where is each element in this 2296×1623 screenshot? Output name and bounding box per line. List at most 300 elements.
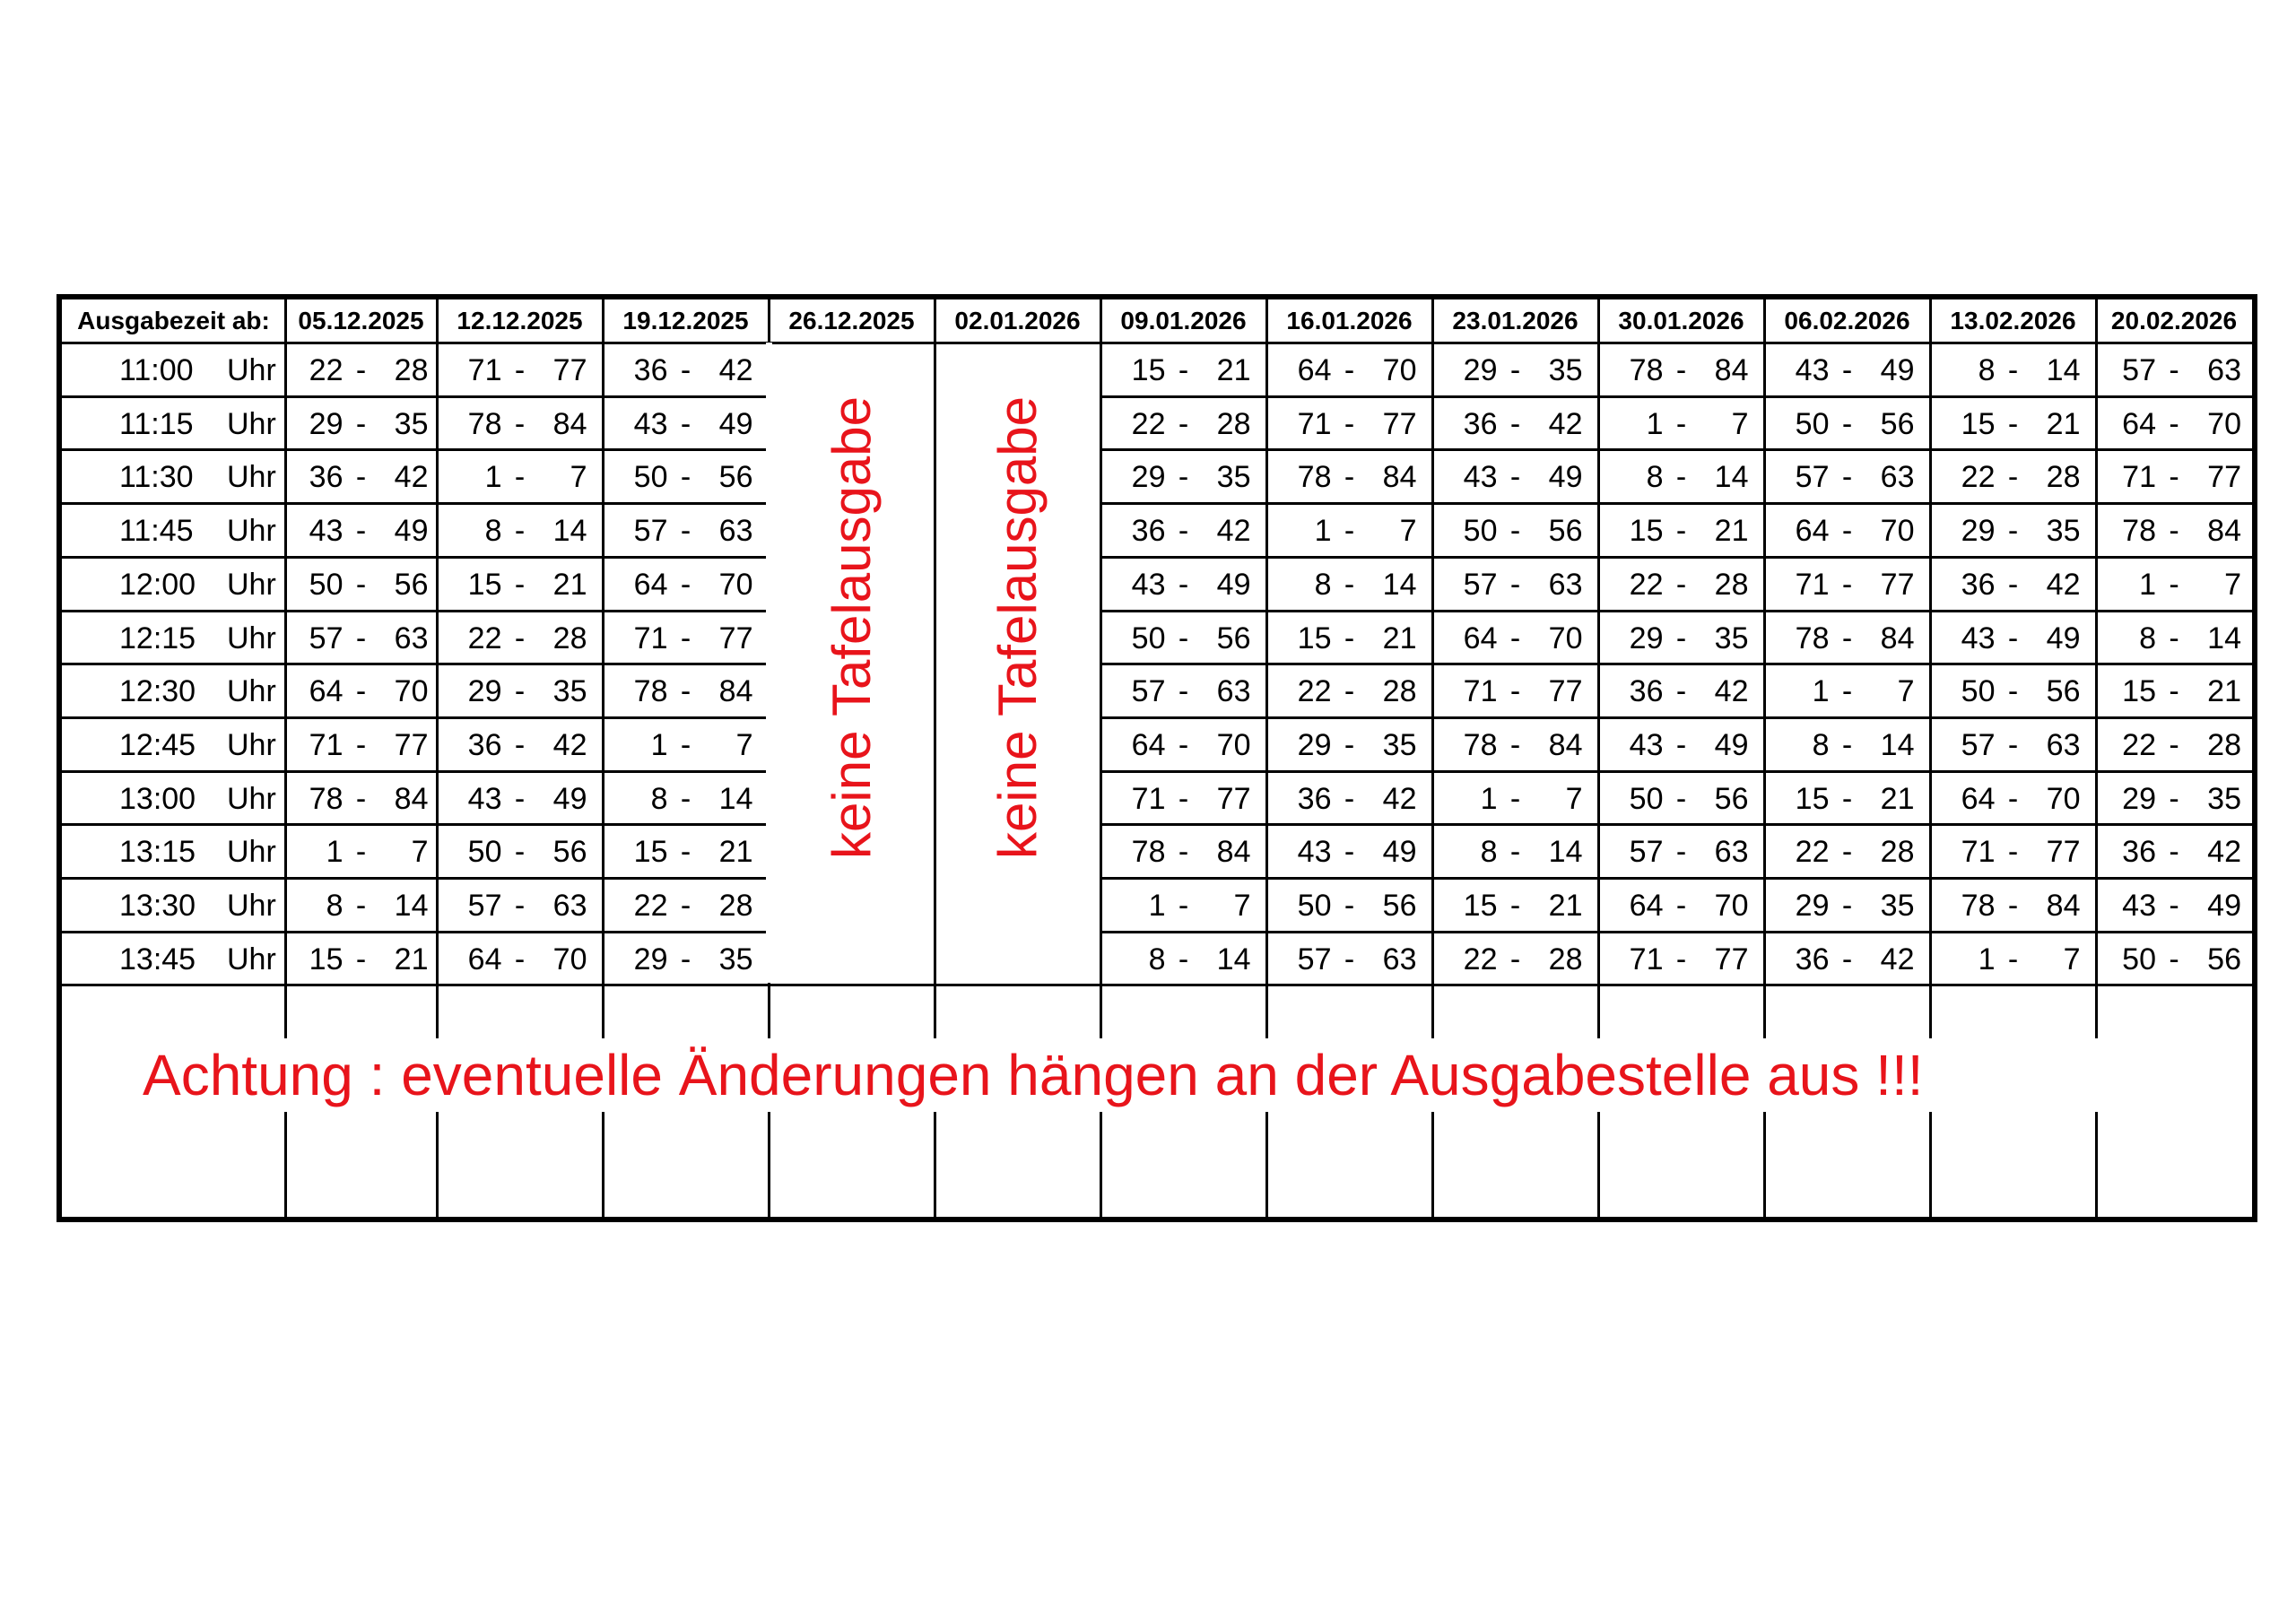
range-dash: - (2169, 567, 2179, 602)
range-end: 42 (718, 353, 753, 387)
range-dash: - (514, 781, 526, 816)
range-dash: - (1344, 406, 1355, 441)
range-dash: - (1509, 889, 1521, 923)
range-start: 1 (326, 835, 344, 870)
range-dash: - (1509, 781, 1521, 816)
number-range-cell (437, 503, 603, 556)
range-dash: - (1178, 727, 1189, 762)
range-end: 49 (552, 781, 587, 816)
range-start: 22 (1795, 835, 1830, 870)
number-range-cell (1764, 771, 1930, 824)
number-range-cell (437, 343, 603, 395)
time-value: 11:30 (119, 460, 194, 495)
closed-notice: keine Tafelausgabe (821, 396, 882, 860)
number-range-cell (1930, 503, 2096, 556)
range-end: 42 (552, 727, 587, 762)
time-value: 11:00 (119, 353, 194, 387)
number-range-cell (1930, 611, 2096, 664)
range-end: 14 (394, 889, 429, 923)
number-range-cell (1266, 878, 1432, 931)
range-end: 84 (718, 674, 753, 709)
range-start: 50 (633, 460, 668, 495)
range-dash: - (1675, 514, 1687, 549)
range-end: 42 (1216, 514, 1251, 549)
range-dash: - (514, 835, 526, 870)
range-dash: - (680, 621, 691, 655)
range-start: 8 (1646, 460, 1664, 495)
number-range-cell (2096, 343, 2252, 395)
range-dash: - (1178, 514, 1189, 549)
time-value: 12:00 (119, 567, 196, 602)
range-end: 28 (1382, 674, 1417, 709)
range-dash: - (1344, 889, 1355, 923)
range-start: 8 (484, 514, 502, 549)
range-dash: - (355, 406, 367, 441)
range-dash: - (1509, 514, 1521, 549)
range-dash: - (680, 460, 691, 495)
range-end: 28 (2207, 727, 2241, 762)
range-end: 70 (1382, 353, 1417, 387)
range-start: 22 (1131, 406, 1166, 441)
range-end: 14 (1548, 835, 1583, 870)
range-dash: - (1509, 942, 1521, 976)
number-range-cell (1764, 664, 1930, 716)
number-range-cell (1598, 932, 1764, 985)
time-value: 13:45 (119, 942, 196, 976)
range-start: 29 (633, 942, 668, 976)
range-dash: - (2007, 460, 2019, 495)
range-end: 35 (2046, 514, 2081, 549)
number-range-cell (1930, 932, 2096, 985)
range-start: 22 (467, 621, 502, 655)
range-start: 50 (467, 835, 502, 870)
number-range-cell (1930, 449, 2096, 502)
range-start: 15 (1131, 353, 1166, 387)
time-value: 12:15 (119, 621, 196, 655)
range-dash: - (2169, 942, 2179, 976)
range-end: 42 (394, 460, 429, 495)
range-start: 78 (309, 781, 344, 816)
range-start: 43 (1463, 460, 1498, 495)
number-range-cell (1266, 396, 1432, 449)
range-end: 42 (2046, 567, 2081, 602)
range-start: 36 (1795, 942, 1830, 976)
range-start: 8 (650, 781, 668, 816)
range-dash: - (1841, 406, 1853, 441)
range-dash: - (355, 781, 367, 816)
number-range-cell (285, 396, 437, 449)
header-date: 12.12.2025 (457, 307, 583, 334)
number-range-cell (1100, 932, 1266, 985)
range-dash: - (1841, 621, 1853, 655)
range-start: 78 (2122, 514, 2156, 549)
range-start: 8 (1812, 727, 1830, 762)
range-start: 71 (1795, 567, 1830, 602)
range-end: 14 (1382, 567, 1417, 602)
range-start: 1 (1314, 514, 1332, 549)
range-end: 84 (552, 406, 587, 441)
range-start: 57 (1629, 835, 1664, 870)
number-range-cell (1432, 557, 1598, 610)
range-dash: - (1509, 460, 1521, 495)
range-start: 71 (1629, 942, 1664, 976)
number-range-cell (2096, 664, 2252, 716)
range-end: 21 (1216, 353, 1251, 387)
range-end: 49 (1382, 835, 1417, 870)
number-range-cell (603, 449, 769, 502)
number-range-cell (437, 771, 603, 824)
range-end: 77 (394, 727, 429, 762)
range-start: 71 (1297, 406, 1332, 441)
range-dash: - (2169, 460, 2179, 495)
range-dash: - (1675, 460, 1687, 495)
time-unit: Uhr (227, 621, 276, 655)
range-dash: - (355, 835, 367, 870)
range-start: 8 (326, 889, 344, 923)
range-end: 35 (1880, 889, 1915, 923)
range-end: 77 (1548, 674, 1583, 709)
range-end: 21 (2207, 674, 2241, 709)
range-dash: - (2169, 406, 2179, 441)
time-unit: Uhr (227, 406, 276, 441)
range-dash: - (1344, 727, 1355, 762)
range-end: 49 (1714, 727, 1749, 762)
number-range-cell (1764, 449, 1930, 502)
number-range-cell (1432, 343, 1598, 395)
range-dash: - (514, 621, 526, 655)
range-end: 70 (1714, 889, 1749, 923)
range-dash: - (1509, 621, 1521, 655)
range-dash: - (514, 889, 526, 923)
range-start: 22 (1297, 674, 1332, 709)
range-start: 36 (467, 727, 502, 762)
range-dash: - (2007, 567, 2019, 602)
number-range-cell (603, 664, 769, 716)
range-dash: - (1841, 353, 1853, 387)
range-start: 64 (1297, 353, 1332, 387)
range-start: 29 (1131, 460, 1166, 495)
range-start: 1 (1978, 942, 1996, 976)
range-start: 36 (1463, 406, 1498, 441)
range-start: 71 (1463, 674, 1498, 709)
range-end: 21 (552, 567, 587, 602)
range-dash: - (1675, 727, 1687, 762)
range-end: 49 (2207, 889, 2241, 923)
range-end: 28 (1714, 567, 1749, 602)
number-range-cell (1930, 717, 2096, 770)
range-end: 14 (1880, 727, 1915, 762)
number-range-cell (603, 611, 769, 664)
range-start: 15 (309, 942, 344, 976)
range-start: 8 (1978, 353, 1996, 387)
range-start: 22 (1961, 460, 1996, 495)
range-start: 64 (633, 567, 668, 602)
range-dash: - (1344, 621, 1355, 655)
range-start: 64 (309, 674, 344, 709)
range-start: 15 (1629, 514, 1664, 549)
range-start: 29 (1961, 514, 1996, 549)
range-dash: - (2007, 942, 2019, 976)
range-end: 7 (2063, 942, 2081, 976)
number-range-cell (437, 664, 603, 716)
range-start: 57 (309, 621, 344, 655)
range-start: 50 (1961, 674, 1996, 709)
range-end: 70 (2046, 781, 2081, 816)
range-start: 43 (309, 514, 344, 549)
range-start: 29 (2122, 781, 2156, 816)
range-end: 84 (394, 781, 429, 816)
range-dash: - (1841, 567, 1853, 602)
number-range-cell (1598, 449, 1764, 502)
range-dash: - (1178, 889, 1189, 923)
number-range-cell (1930, 343, 2096, 395)
header-date: 23.01.2026 (1452, 307, 1578, 334)
number-range-cell (1432, 717, 1598, 770)
range-dash: - (1841, 942, 1853, 976)
range-dash: - (514, 674, 526, 709)
range-dash: - (680, 514, 691, 549)
range-start: 78 (1795, 621, 1830, 655)
range-end: 21 (1382, 621, 1417, 655)
range-dash: - (2169, 889, 2179, 923)
number-range-cell (1598, 611, 1764, 664)
range-dash: - (1178, 567, 1189, 602)
range-start: 36 (1297, 781, 1332, 816)
range-end: 84 (2207, 514, 2241, 549)
number-range-cell (2096, 932, 2252, 985)
number-range-cell (603, 717, 769, 770)
range-start: 64 (1629, 889, 1664, 923)
number-range-cell (1100, 611, 1266, 664)
range-start: 43 (1961, 621, 1996, 655)
range-dash: - (514, 727, 526, 762)
range-end: 21 (1880, 781, 1915, 816)
number-range-cell (1432, 932, 1598, 985)
range-end: 28 (1880, 835, 1915, 870)
number-range-cell (603, 343, 769, 395)
number-range-cell (437, 878, 603, 931)
range-dash: - (1344, 460, 1355, 495)
header-date: 06.02.2026 (1784, 307, 1910, 334)
number-range-cell (437, 824, 603, 877)
range-dash: - (1675, 567, 1687, 602)
range-start: 71 (1961, 835, 1996, 870)
range-end: 35 (1548, 353, 1583, 387)
range-start: 78 (633, 674, 668, 709)
number-range-cell (1598, 878, 1764, 931)
number-range-cell (1930, 878, 2096, 931)
number-range-cell (1764, 557, 1930, 610)
range-start: 71 (1131, 781, 1166, 816)
number-range-cell (1266, 664, 1432, 716)
range-dash: - (680, 353, 691, 387)
range-end: 49 (1548, 460, 1583, 495)
range-start: 29 (1629, 621, 1664, 655)
time-value: 13:00 (119, 781, 196, 816)
range-dash: - (1675, 835, 1687, 870)
range-end: 7 (570, 460, 587, 495)
range-end: 7 (1897, 674, 1915, 709)
number-range-cell (1598, 771, 1764, 824)
range-start: 29 (1795, 889, 1830, 923)
range-dash: - (1509, 835, 1521, 870)
range-end: 70 (1880, 514, 1915, 549)
range-end: 49 (394, 514, 429, 549)
range-start: 1 (1480, 781, 1498, 816)
range-end: 77 (1880, 567, 1915, 602)
range-end: 42 (1382, 781, 1417, 816)
range-end: 28 (1548, 942, 1583, 976)
range-dash: - (355, 889, 367, 923)
header-date: 30.01.2026 (1618, 307, 1744, 334)
number-range-cell (1764, 396, 1930, 449)
number-range-cell (1100, 771, 1266, 824)
range-dash: - (2007, 727, 2019, 762)
range-dash: - (514, 514, 526, 549)
time-value: 13:15 (119, 835, 196, 870)
range-dash: - (680, 781, 691, 816)
number-range-cell (1432, 503, 1598, 556)
range-start: 50 (2122, 942, 2156, 976)
range-end: 77 (2207, 460, 2241, 495)
number-range-cell (285, 771, 437, 824)
range-start: 78 (1297, 460, 1332, 495)
range-start: 57 (467, 889, 502, 923)
range-end: 56 (1382, 889, 1417, 923)
number-range-cell (1266, 557, 1432, 610)
range-end: 63 (1880, 460, 1915, 495)
range-start: 78 (1629, 353, 1664, 387)
number-range-cell (603, 932, 769, 985)
number-range-cell (1100, 396, 1266, 449)
number-range-cell (1930, 396, 2096, 449)
number-range-cell (603, 878, 769, 931)
range-dash: - (1344, 674, 1355, 709)
range-end: 49 (1216, 567, 1251, 602)
range-start: 29 (1463, 353, 1498, 387)
number-range-cell (603, 503, 769, 556)
range-dash: - (1675, 781, 1687, 816)
number-range-cell (285, 824, 437, 877)
header-date: 02.01.2026 (954, 307, 1081, 334)
number-range-cell (1432, 396, 1598, 449)
range-end: 35 (2207, 781, 2241, 816)
range-dash: - (680, 835, 691, 870)
range-end: 35 (1714, 621, 1749, 655)
range-dash: - (514, 460, 526, 495)
range-start: 57 (1131, 674, 1166, 709)
number-range-cell (1764, 932, 1930, 985)
range-start: 36 (1629, 674, 1664, 709)
range-dash: - (1344, 835, 1355, 870)
range-end: 7 (1399, 514, 1417, 549)
range-start: 36 (633, 353, 668, 387)
time-unit: Uhr (227, 353, 276, 387)
range-start: 1 (1148, 889, 1166, 923)
number-range-cell (1598, 396, 1764, 449)
range-start: 15 (633, 835, 668, 870)
range-dash: - (1675, 621, 1687, 655)
range-dash: - (1344, 567, 1355, 602)
number-range-cell (1432, 449, 1598, 502)
range-end: 14 (2207, 621, 2241, 655)
number-range-cell (1598, 503, 1764, 556)
time-unit: Uhr (227, 674, 276, 709)
range-start: 15 (1297, 621, 1332, 655)
number-range-cell (1432, 664, 1598, 716)
range-end: 35 (1216, 460, 1251, 495)
range-start: 1 (1646, 406, 1664, 441)
number-range-cell (437, 557, 603, 610)
range-end: 63 (2207, 353, 2241, 387)
number-range-cell (285, 611, 437, 664)
range-dash: - (355, 942, 367, 976)
number-range-cell (2096, 878, 2252, 931)
range-start: 15 (1961, 406, 1996, 441)
range-start: 1 (2139, 567, 2156, 602)
range-start: 71 (467, 353, 502, 387)
number-range-cell (1100, 343, 1266, 395)
range-dash: - (1675, 889, 1687, 923)
number-range-cell (437, 932, 603, 985)
range-start: 15 (2122, 674, 2156, 709)
range-end: 28 (394, 353, 429, 387)
header-date: 20.02.2026 (2110, 307, 2238, 334)
range-start: 64 (1961, 781, 1996, 816)
number-range-cell (285, 664, 437, 716)
number-range-cell (603, 771, 769, 824)
range-start: 57 (1795, 460, 1830, 495)
number-range-cell (285, 449, 437, 502)
range-dash: - (1344, 353, 1355, 387)
number-range-cell (437, 611, 603, 664)
range-start: 15 (467, 567, 502, 602)
range-end: 77 (1382, 406, 1417, 441)
number-range-cell (285, 503, 437, 556)
range-end: 56 (718, 460, 753, 495)
range-end: 35 (552, 674, 587, 709)
range-start: 8 (2139, 621, 2156, 655)
range-dash: - (2007, 889, 2019, 923)
range-dash: - (355, 727, 367, 762)
range-dash: - (355, 674, 367, 709)
range-end: 28 (2046, 460, 2081, 495)
range-end: 84 (1216, 835, 1251, 870)
number-range-cell (1266, 771, 1432, 824)
range-end: 14 (2046, 353, 2081, 387)
range-dash: - (680, 889, 691, 923)
range-end: 84 (2046, 889, 2081, 923)
number-range-cell (1764, 717, 1930, 770)
range-dash: - (2007, 674, 2019, 709)
range-start: 78 (1463, 727, 1498, 762)
range-dash: - (1841, 460, 1853, 495)
range-end: 49 (1880, 353, 1915, 387)
range-dash: - (355, 514, 367, 549)
number-range-cell (285, 557, 437, 610)
range-dash: - (1178, 460, 1189, 495)
range-start: 15 (1795, 781, 1830, 816)
time-unit: Uhr (227, 942, 276, 976)
range-end: 14 (718, 781, 753, 816)
range-start: 29 (467, 674, 502, 709)
range-dash: - (1675, 353, 1687, 387)
number-range-cell (2096, 503, 2252, 556)
number-range-cell (2096, 824, 2252, 877)
time-value: 11:45 (119, 514, 194, 549)
range-start: 57 (1961, 727, 1996, 762)
number-range-cell (1930, 771, 2096, 824)
